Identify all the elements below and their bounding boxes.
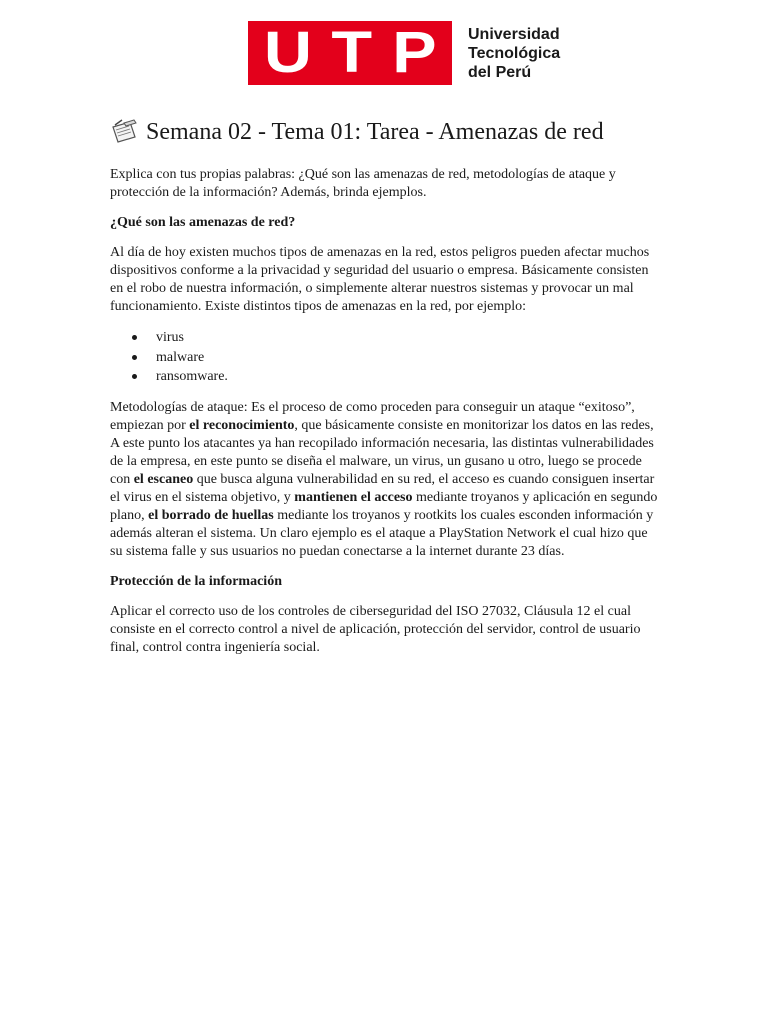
list-item: virus xyxy=(132,328,660,348)
metodologias-paragraph xyxy=(110,399,660,561)
logo-letter-u: U xyxy=(263,20,312,85)
metodologias-text-5: mediante los troyanos y rootkits los cuales esconden información y además alteran el sistema. Un claro ejemplo es el ataque a PlayStation Network el cual hizo que su sistema falle y sus usuarios no puedan conectarse a la internet durante 23 días. xyxy=(110,507,654,559)
metodologias-text-4: mediante troyanos y aplicación en segundo plano, xyxy=(110,489,658,523)
intro-paragraph: Explica con tus propias palabras: ¿Qué son las amenazas de red, metodologías de ataque y protección de la información? Además, brinda ejemplos. xyxy=(110,167,616,200)
section-heading-proteccion: Protección de la información xyxy=(110,573,282,589)
threat-list xyxy=(110,328,660,387)
metodologias-text-1: Metodologías de ataque: Es el proceso de como proceden para conseguir un ataque “exitoso”, empiezan por xyxy=(110,399,635,433)
metodologias-text-2: , que básicamente consiste en monitorizar los datos en las redes, A este punto los atacantes ya han recopilado información necesaria, las distintas vulnerabilidades de la empresa, en este punto se diseña el malware, un virus, un gusano u otro, luego se procede con xyxy=(110,417,654,487)
metodologias-bold-1: el reconocimiento xyxy=(189,417,295,433)
metodologias-bold-4: el borrado de huellas xyxy=(148,507,274,523)
logo-letter-t: T xyxy=(331,20,372,85)
logo-name-line-1: Universidad xyxy=(468,25,560,43)
logo-university-name xyxy=(468,25,560,82)
utp-logo xyxy=(248,21,560,85)
logo-red-block xyxy=(248,21,452,85)
logo-letter-p: P xyxy=(391,20,437,85)
metodologias-bold-2: el escaneo xyxy=(133,471,194,487)
title-text: Semana 02 - Tema 01: Tarea - Amenazas de red xyxy=(146,119,604,145)
logo-name-line-3: del Perú xyxy=(468,63,532,81)
document-body xyxy=(110,118,660,669)
list-item: ransomware. xyxy=(132,367,660,387)
metodologias-text-3: que busca alguna vulnerabilidad en su red, el acceso es cuando consiguen insertar el virus en el sistema objetivo, y xyxy=(110,471,655,505)
logo-name-line-2: Tecnológica xyxy=(468,44,561,62)
section-heading-amenazas: ¿Qué son las amenazas de red? xyxy=(110,215,296,230)
proteccion-paragraph: Aplicar el correcto uso de los controles de ciberseguridad del ISO 27032, Cláusula 12 el cual consiste en el correcto control a nivel de aplicación, protección del servidor, control de usuario final, control contra ingeniería social. xyxy=(110,603,641,655)
metodologias-bold-3: mantienen el acceso xyxy=(294,489,413,505)
list-item: malware xyxy=(132,348,660,368)
amenazas-paragraph: Al día de hoy existen muchos tipos de amenazas en la red, estos peligros pueden afectar muchos dispositivos conforme a la privacidad y seguridad del usuario o empresa. Básicamente consisten en el robo de nuestra información, o simplemente alterar nuestros sistemas y provocar un mal funcionamiento. Existe distintos tipos de amenazas en la red, por ejemplo: xyxy=(110,245,650,314)
memo-pencil-icon xyxy=(110,119,138,145)
page-title xyxy=(110,118,660,146)
